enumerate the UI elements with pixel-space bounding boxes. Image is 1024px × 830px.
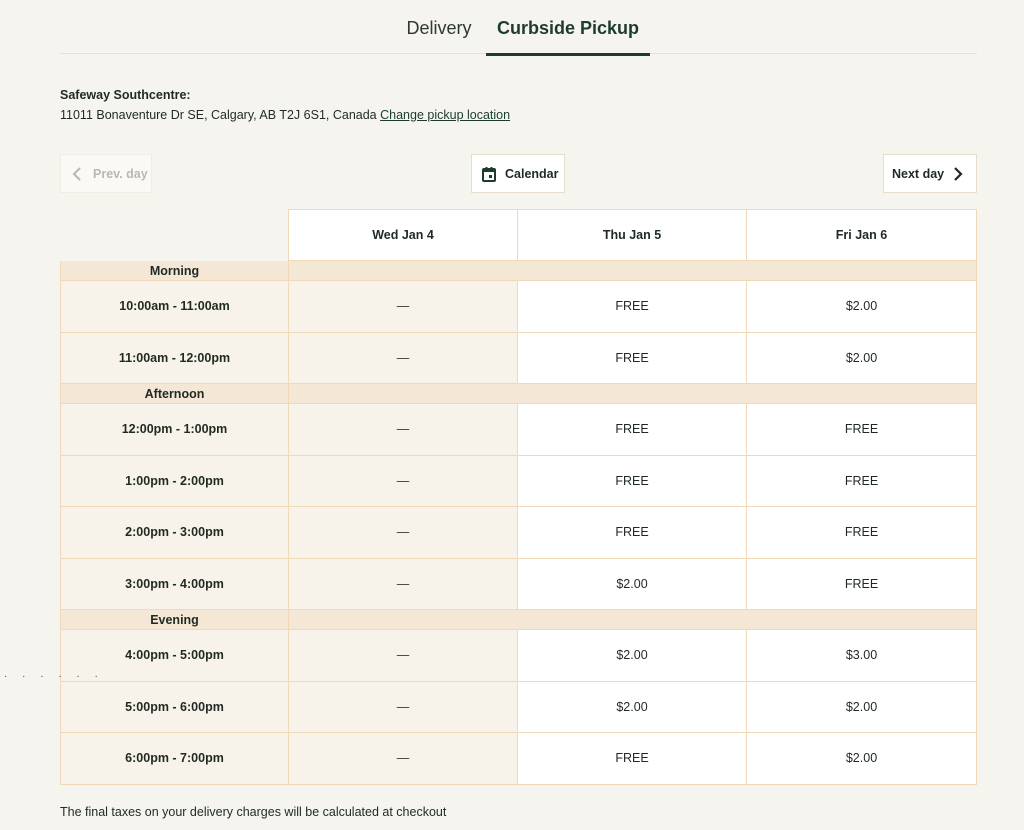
day-header-row: [60, 209, 977, 261]
slot-unavailable: —: [289, 281, 518, 333]
fulfillment-tabs: [60, 0, 977, 54]
next-day-label: Next day: [892, 166, 945, 181]
slot-price[interactable]: FREE: [518, 456, 747, 508]
table-row: [60, 630, 977, 682]
section-label: Evening: [60, 610, 289, 630]
slot-unavailable: —: [289, 630, 518, 682]
section-row-evening: [60, 610, 977, 630]
slot-unavailable: —: [289, 733, 518, 785]
section-row-morning: [60, 261, 977, 281]
table-row: [60, 333, 977, 385]
slot-price[interactable]: $2.00: [518, 630, 747, 682]
chevron-left-icon: [71, 167, 83, 181]
slot-time: 10:00am - 11:00am: [60, 281, 289, 333]
slot-price[interactable]: $2.00: [747, 733, 977, 785]
store-address-line: [60, 108, 510, 122]
store-address: 11011 Bonaventure Dr SE, Calgary, AB T2J 6S1, Canada: [60, 108, 377, 122]
prev-day-label: Prev. day: [93, 166, 148, 181]
day-header-wed: Wed Jan 4: [289, 209, 518, 261]
decorative-dots: · · · · · ·: [4, 671, 104, 682]
store-name: Safeway Southcentre:: [60, 88, 191, 102]
section-fill: [289, 384, 977, 404]
slot-unavailable: —: [289, 404, 518, 456]
calendar-button[interactable]: [471, 154, 565, 193]
day-header-thu: Thu Jan 5: [518, 209, 747, 261]
slot-price[interactable]: FREE: [518, 507, 747, 559]
day-header-fri: Fri Jan 6: [747, 209, 977, 261]
table-row: [60, 733, 977, 785]
slot-price[interactable]: $2.00: [518, 682, 747, 734]
slot-price[interactable]: FREE: [518, 333, 747, 385]
slot-price[interactable]: FREE: [747, 404, 977, 456]
prev-day-button[interactable]: [60, 154, 152, 193]
slot-time: 3:00pm - 4:00pm: [60, 559, 289, 611]
calendar-icon: [481, 166, 497, 182]
slot-price[interactable]: $2.00: [747, 281, 977, 333]
table-row: [60, 559, 977, 611]
section-row-afternoon: [60, 384, 977, 404]
slot-price[interactable]: FREE: [747, 456, 977, 508]
slot-price[interactable]: $2.00: [747, 682, 977, 734]
section-label: Morning: [60, 261, 289, 281]
chevron-right-icon: [952, 166, 964, 182]
slot-unavailable: —: [289, 682, 518, 734]
slot-time: 6:00pm - 7:00pm: [60, 733, 289, 785]
tab-delivery[interactable]: Delivery: [406, 18, 472, 38]
table-row: [60, 682, 977, 734]
table-row: [60, 456, 977, 508]
slot-unavailable: —: [289, 333, 518, 385]
calendar-label: Calendar: [505, 166, 559, 181]
slot-price[interactable]: $2.00: [747, 333, 977, 385]
table-row: [60, 281, 977, 333]
slot-time: 1:00pm - 2:00pm: [60, 456, 289, 508]
slot-price[interactable]: FREE: [518, 733, 747, 785]
slot-time: 12:00pm - 1:00pm: [60, 404, 289, 456]
slot-price[interactable]: FREE: [518, 281, 747, 333]
table-row: [60, 507, 977, 559]
timeslot-grid: [60, 209, 977, 785]
slot-unavailable: —: [289, 456, 518, 508]
slot-price[interactable]: $2.00: [518, 559, 747, 611]
slot-time: 4:00pm - 5:00pm: [60, 630, 289, 682]
change-pickup-location-link[interactable]: Change pickup location: [380, 108, 511, 122]
slot-time: 2:00pm - 3:00pm: [60, 507, 289, 559]
next-day-button[interactable]: [883, 154, 977, 193]
section-label: Afternoon: [60, 384, 289, 404]
slot-unavailable: —: [289, 507, 518, 559]
slot-unavailable: —: [289, 559, 518, 611]
grid-corner: [60, 209, 289, 261]
section-fill: [289, 261, 977, 281]
tax-footnote: The final taxes on your delivery charges will be calculated at checkout: [60, 805, 447, 819]
slot-price[interactable]: FREE: [747, 507, 977, 559]
table-row: [60, 404, 977, 456]
tab-curbside-pickup[interactable]: Curbside Pickup: [486, 18, 650, 54]
section-fill: [289, 610, 977, 630]
slot-price[interactable]: FREE: [747, 559, 977, 611]
slot-time: 5:00pm - 6:00pm: [60, 682, 289, 734]
slot-price[interactable]: FREE: [518, 404, 747, 456]
slot-time: 11:00am - 12:00pm: [60, 333, 289, 385]
slot-price[interactable]: $3.00: [747, 630, 977, 682]
